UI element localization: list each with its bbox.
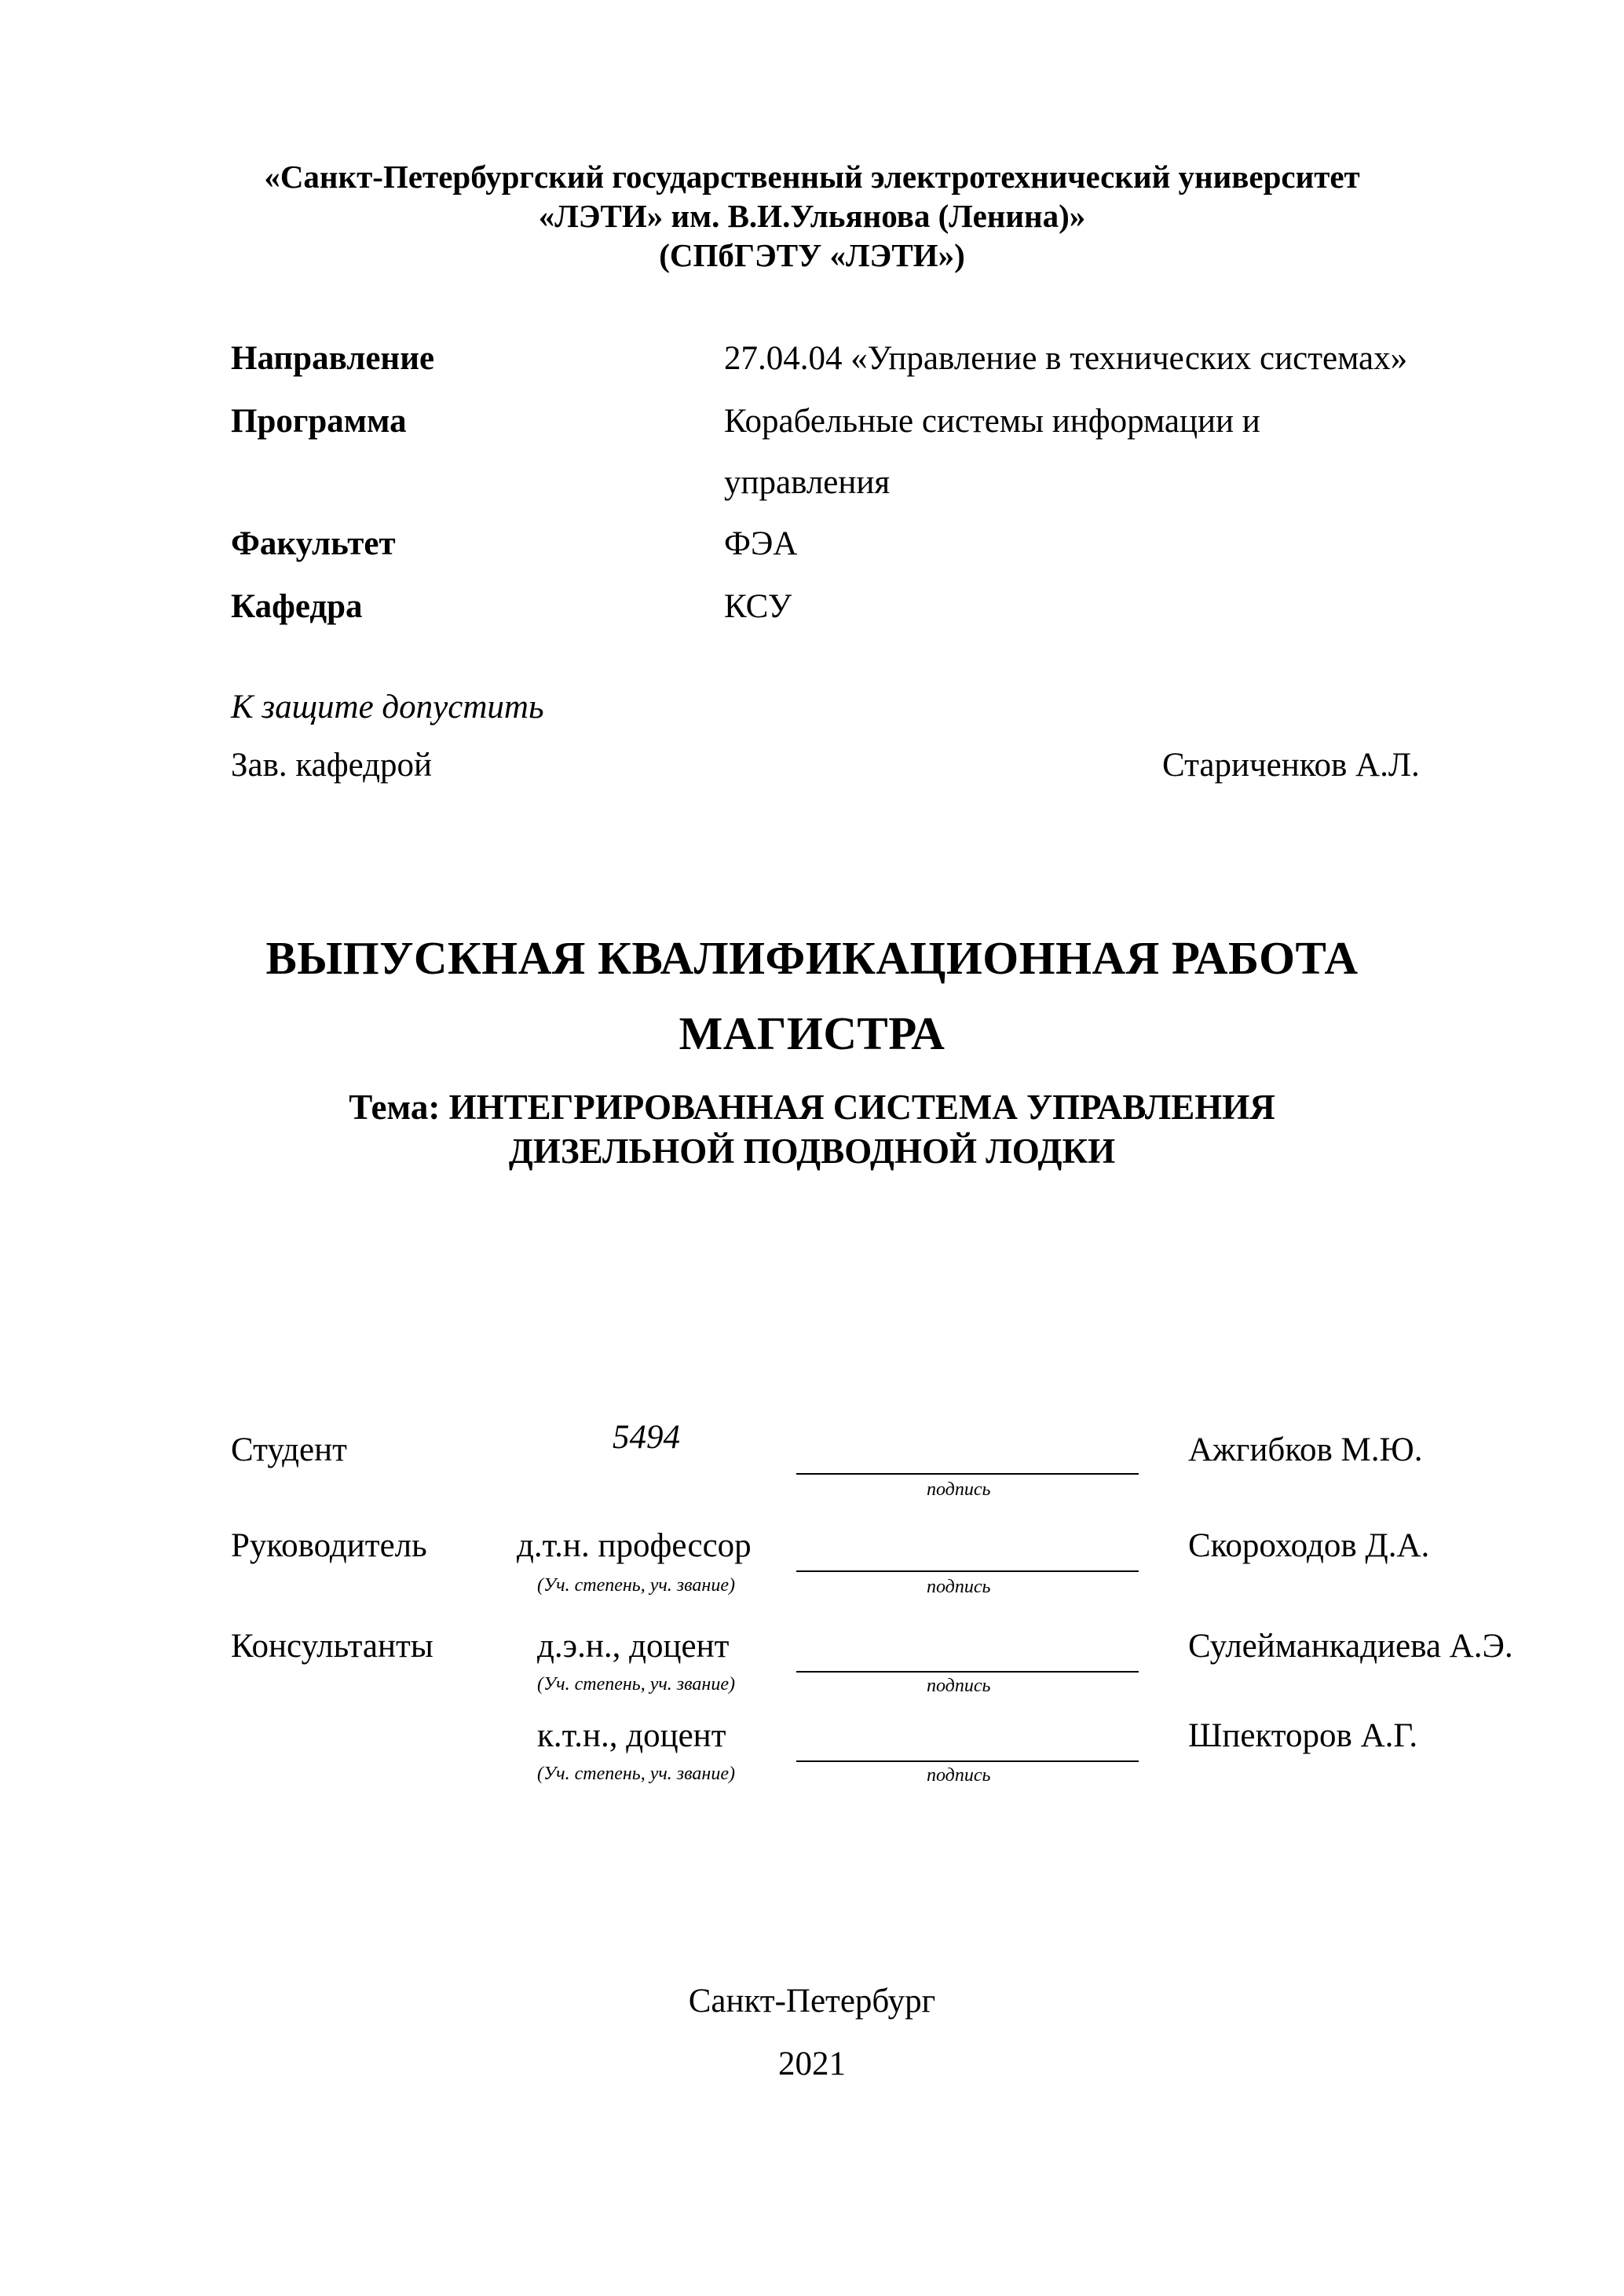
student-name: Ажгибков М.Ю. [1188, 1431, 1423, 1468]
supervisor-rank-caption: (Уч. степень, уч. звание) [537, 1575, 735, 1596]
student-signature-caption: подпись [927, 1479, 991, 1500]
consultant2-rank: к.т.н., доцент [537, 1717, 726, 1754]
direction-value: 27.04.04 «Управление в технических системах» [724, 340, 1408, 377]
supervisor-role: Руководитель [231, 1527, 427, 1564]
year: 2021 [778, 2046, 846, 2082]
supervisor-signature-caption: подпись [927, 1577, 991, 1597]
student-signature-line [796, 1473, 1139, 1475]
consultant2-rank-caption: (Уч. степень, уч. звание) [537, 1764, 735, 1784]
consultant1-rank: д.э.н., доцент [537, 1628, 730, 1665]
admission-text: К защите допустить [231, 689, 544, 726]
student-role: Студент [231, 1431, 347, 1468]
head-of-department-name: Стариченков А.Л. [1162, 747, 1420, 784]
university-abbreviation: (СПбГЭТУ «ЛЭТИ») [659, 237, 965, 273]
topic-line1: Тема: ИНТЕГРИРОВАННАЯ СИСТЕМА УПРАВЛЕНИЯ [349, 1088, 1275, 1127]
topic-line2: ДИЗЕЛЬНОЙ ПОДВОДНОЙ ЛОДКИ [508, 1132, 1116, 1171]
direction-label: Направление [231, 340, 435, 377]
head-of-department-label: Зав. кафедрой [231, 747, 433, 784]
student-code: 5494 [613, 1419, 680, 1456]
consultant2-name: Шпекторов А.Г. [1188, 1717, 1418, 1754]
consultant2-signature-line [796, 1760, 1139, 1762]
consultant1-rank-caption: (Уч. степень, уч. звание) [537, 1674, 735, 1695]
consultant1-signature-line [796, 1671, 1139, 1673]
faculty-label: Факультет [231, 525, 396, 562]
program-value: Корабельные системы информации и [724, 403, 1260, 440]
consultant1-signature-caption: подпись [927, 1676, 991, 1696]
consultants-role: Консультанты [231, 1628, 433, 1665]
department-value: КСУ [724, 588, 792, 625]
consultant2-signature-caption: подпись [927, 1765, 991, 1786]
document-title-line2: МАГИСТРА [678, 1007, 946, 1059]
supervisor-rank: д.т.н. профессор [517, 1527, 752, 1564]
faculty-value: ФЭА [724, 525, 798, 562]
program-label: Программа [231, 403, 407, 440]
department-label: Кафедра [231, 588, 363, 625]
document-title-line1: ВЫПУСКНАЯ КВАЛИФИКАЦИОННАЯ РАБОТА [265, 932, 1359, 984]
program-value-continued: управления [724, 464, 891, 501]
city: Санкт-Петербург [688, 1983, 936, 2020]
university-name-line1: «Санкт-Петербургский государственный электротехнический университет [264, 159, 1360, 195]
supervisor-signature-line [796, 1570, 1139, 1572]
supervisor-name: Скороходов Д.А. [1188, 1527, 1430, 1564]
university-name-line2: «ЛЭТИ» им. В.И.Ульянова (Ленина)» [538, 198, 1086, 234]
consultant1-name: Сулейманкадиева А.Э. [1188, 1628, 1513, 1665]
